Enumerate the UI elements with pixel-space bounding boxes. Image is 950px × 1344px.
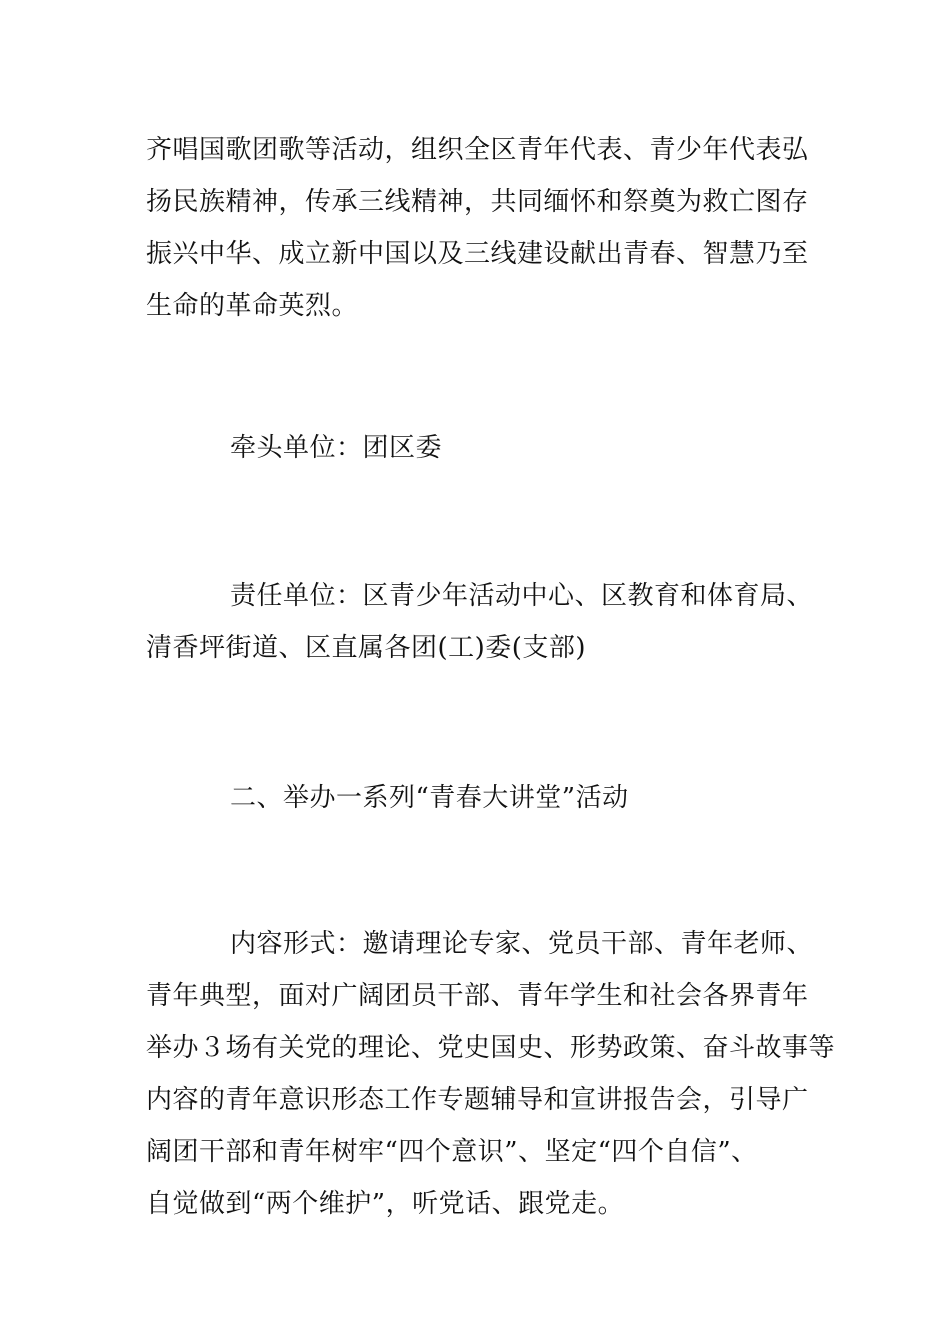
text-line: 扬民族精神，传承三线精神，共同缅怀和祭奠为救亡图存: [146, 187, 809, 217]
text-line: 内容形式：邀请理论专家、党员干部、青年老师、: [230, 929, 814, 959]
text-line: 阔团干部和青年树牢“四个意识”、坚定“四个自信”、: [146, 1137, 758, 1167]
text-line: 清香坪街道、区直属各团(工)委(支部): [146, 633, 587, 663]
text-line: 自觉做到“两个维护”，听党话、跟党走。: [146, 1189, 625, 1219]
text-line: 振兴中华、成立新中国以及三线建设献出青春、智慧乃至: [146, 239, 809, 269]
section-heading: [146, 772, 810, 824]
text-line: 牵头单位：团区委: [230, 433, 443, 463]
text-line: 齐唱国歌团歌等活动，组织全区青年代表、青少年代表弘: [146, 135, 809, 165]
paragraph-activities-continued: [146, 124, 810, 332]
text-line: 青年典型，面对广阔团员干部、青年学生和社会各界青年: [146, 981, 809, 1011]
paragraph-responsible-units: [146, 570, 814, 674]
heading-text: 二、举办一系列“青春大讲堂”活动: [230, 783, 629, 813]
text-line: 内容的青年意识形态工作专题辅导和宣讲报告会，引导广: [146, 1085, 809, 1115]
text-line: 举办３场有关党的理论、党史国史、形势政策、奋斗故事等: [146, 1033, 836, 1063]
paragraph-lead-unit: [146, 422, 810, 474]
paragraph-content-form: [146, 918, 836, 1230]
text-line: 责任单位：区青少年活动中心、区教育和体育局、: [230, 581, 814, 611]
text-line: 生命的革命英烈。: [146, 291, 359, 321]
